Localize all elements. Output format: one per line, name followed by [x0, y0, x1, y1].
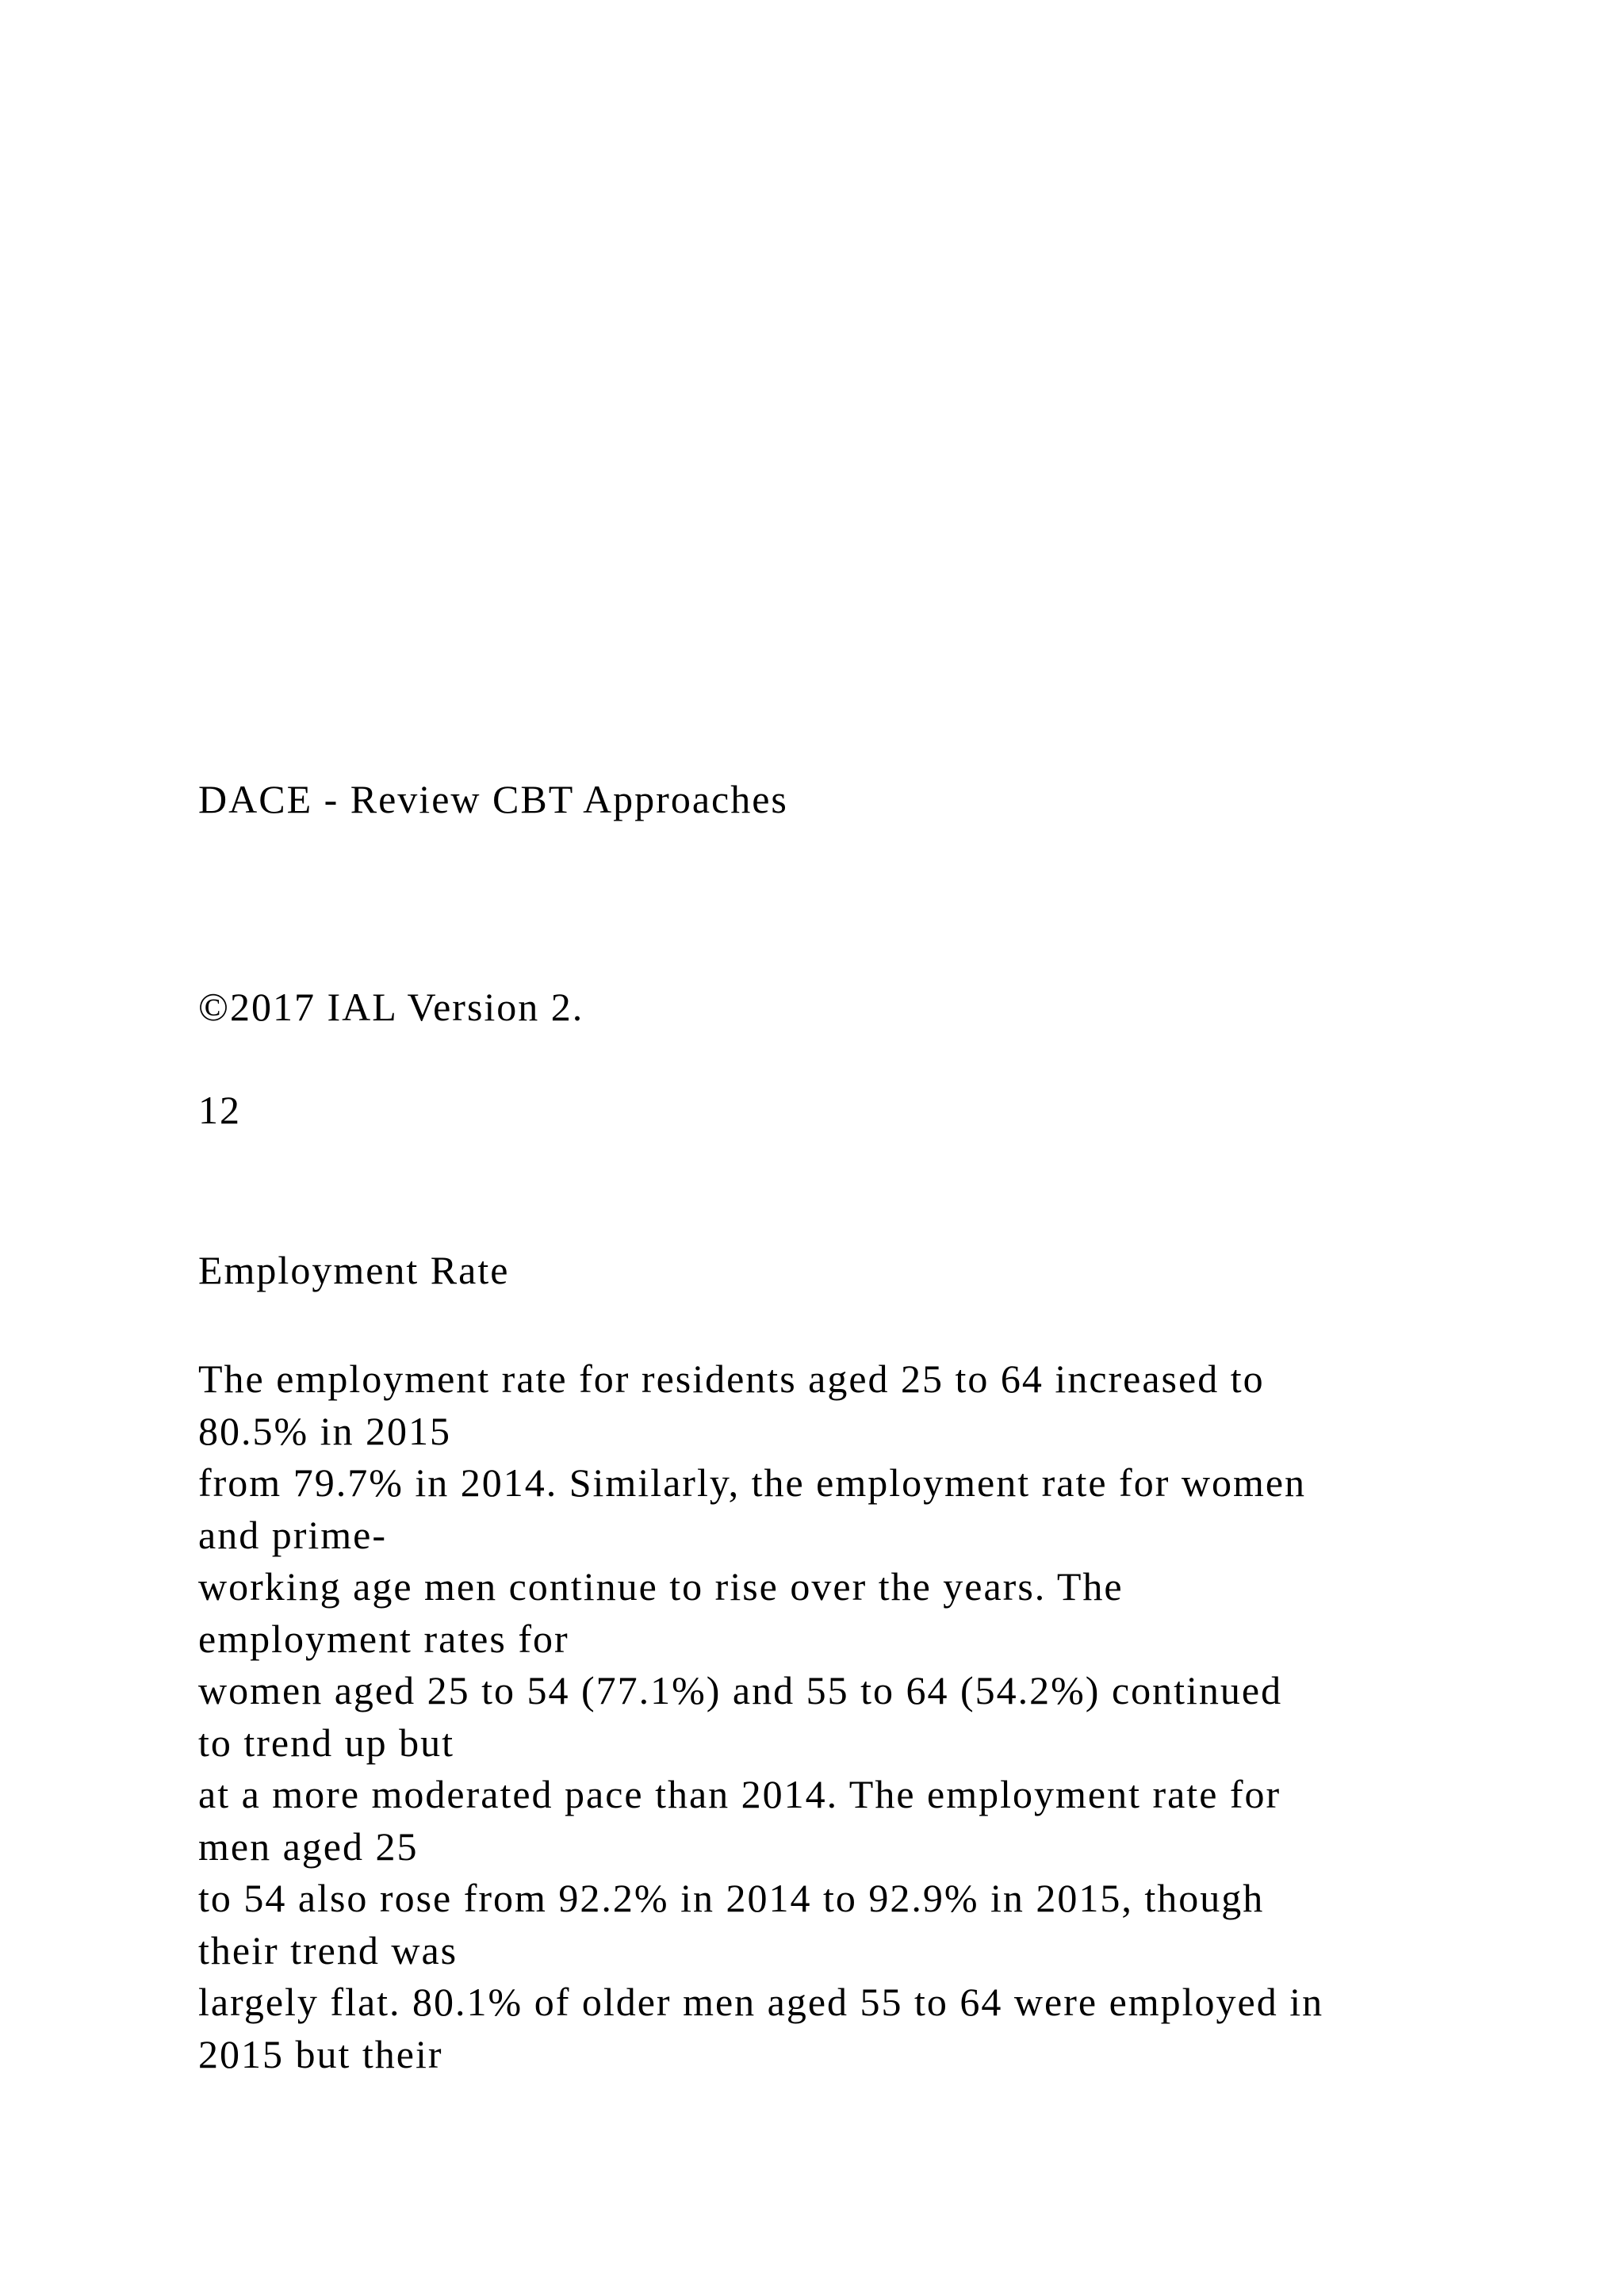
document-title: DACE - Review CBT Approaches: [198, 777, 788, 821]
paragraph-line: from 79.7% in 2014. Similarly, the employment rate for women: [198, 1460, 1307, 1505]
page-number: 12: [198, 1088, 241, 1132]
paragraph-line: and prime-: [198, 1512, 387, 1557]
paragraph-line: 80.5% in 2015: [198, 1408, 452, 1453]
paragraph-line: The employment rate for residents aged 25 to 64 increased to: [198, 1357, 1265, 1401]
paragraph-line: largely flat. 80.1% of older men aged 55 to 64 were employed in: [198, 1980, 1324, 2024]
paragraph-line: at a more moderated pace than 2014. The employment rate for: [198, 1772, 1281, 1816]
section-heading: Employment Rate: [198, 1248, 510, 1292]
body-paragraph: [198, 1353, 1546, 2080]
copyright-notice: ©2017 IAL Version 2.: [198, 985, 584, 1029]
paragraph-line: to trend up but: [198, 1720, 455, 1765]
paragraph-line: employment rates for: [198, 1616, 569, 1661]
paragraph-line: working age men continue to rise over the years. The: [198, 1564, 1124, 1609]
paragraph-line: women aged 25 to 54 (77.1%) and 55 to 64 (54.2%) continued: [198, 1668, 1283, 1712]
paragraph-line: to 54 also rose from 92.2% in 2014 to 92.9% in 2015, though: [198, 1876, 1265, 1920]
paragraph-line: 2015 but their: [198, 2031, 443, 2076]
paragraph-line: men aged 25: [198, 1823, 419, 1869]
paragraph-line: their trend was: [198, 1927, 458, 1973]
